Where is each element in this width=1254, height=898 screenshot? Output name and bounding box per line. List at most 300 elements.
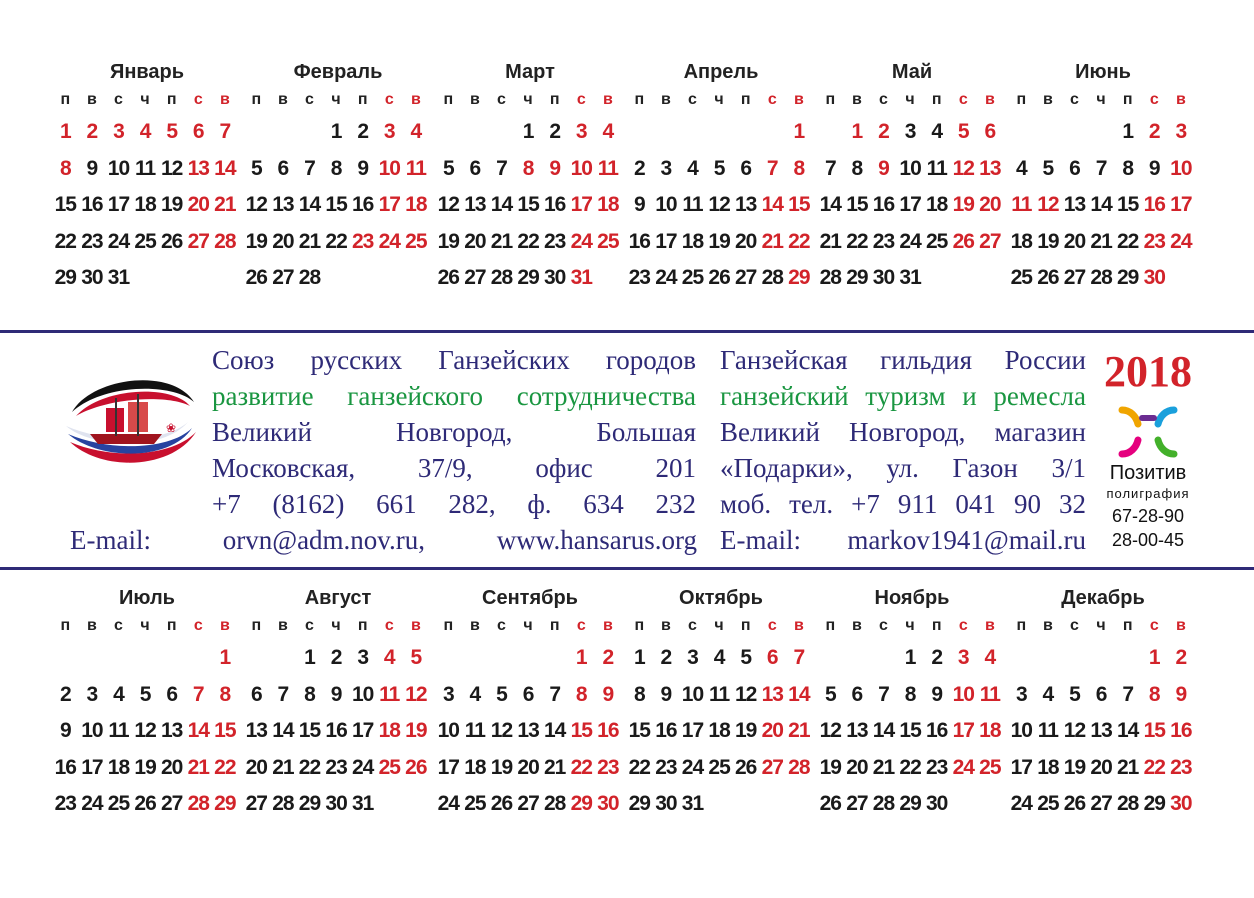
day-cell: 5 xyxy=(1069,682,1080,706)
day-cell: 10 xyxy=(81,719,103,742)
day-cell: 3 xyxy=(575,120,587,143)
day-cell: 6 xyxy=(469,156,481,180)
day-cell: 26 xyxy=(952,229,974,253)
day-cell: 25 xyxy=(378,755,400,779)
empty-day-cell xyxy=(870,640,897,677)
day-cell: 25 xyxy=(597,229,619,253)
day-cell: 3 xyxy=(687,646,698,669)
day-cell: 5 xyxy=(713,156,725,180)
day-cell: 12 xyxy=(160,156,183,180)
empty-day-cell xyxy=(1008,114,1035,151)
day-cell: 20 xyxy=(734,229,757,253)
day-cell: 2 xyxy=(931,646,943,669)
day-cell: 28 xyxy=(214,229,236,253)
day-cell: 3 xyxy=(442,682,454,706)
weekday-label: ч xyxy=(714,91,724,108)
day-cell: 7 xyxy=(878,682,889,706)
day-cell: 26 xyxy=(1063,792,1086,815)
day-cell: 25 xyxy=(464,792,486,815)
empty-day-cell xyxy=(1168,260,1195,297)
guild-tagline: ганзейский туризм и ремесла xyxy=(720,381,1086,411)
day-cell: 14 xyxy=(543,719,566,742)
empty-day-cell xyxy=(732,786,759,823)
day-cell: 12 xyxy=(437,193,459,216)
weekday-label: в xyxy=(1175,617,1186,634)
day-cell: 31 xyxy=(570,266,592,289)
empty-day-cell xyxy=(185,640,212,677)
month-title: Сентябрь xyxy=(482,587,578,609)
empty-day-cell xyxy=(1035,114,1062,151)
empty-day-cell xyxy=(1088,114,1115,151)
day-cell: 30 xyxy=(81,266,103,289)
weekday-label: п xyxy=(251,617,262,634)
day-cell: 20 xyxy=(187,193,209,216)
day-cell: 7 xyxy=(824,156,836,180)
day-cell: 23 xyxy=(351,229,374,253)
day-cell: 8 xyxy=(1122,156,1134,180)
day-cell: 5 xyxy=(496,682,507,706)
day-cell: 18 xyxy=(1010,229,1032,253)
weekday-label: с xyxy=(576,91,586,108)
weekday-label: с xyxy=(958,91,968,108)
weekday-label: с xyxy=(384,91,394,108)
day-cell: 6 xyxy=(522,682,534,706)
day-cell: 1 xyxy=(219,646,231,669)
day-cell: 30 xyxy=(1170,792,1192,815)
empty-day-cell xyxy=(1061,640,1088,677)
empty-day-cell xyxy=(706,114,733,151)
month-february xyxy=(243,58,433,297)
day-cell: 18 xyxy=(979,719,1001,742)
day-cell: 14 xyxy=(214,156,236,180)
union-name: Союз русских Ганзейских городов xyxy=(212,345,696,375)
day-cell: 1 xyxy=(522,120,534,143)
day-cell: 21 xyxy=(298,229,321,253)
day-cell: 15 xyxy=(298,719,321,742)
day-cell: 27 xyxy=(1090,792,1112,815)
day-cell: 17 xyxy=(351,719,374,742)
day-cell: 11 xyxy=(379,682,400,706)
day-cell: 24 xyxy=(681,755,704,779)
weekday-label: п xyxy=(1122,91,1133,108)
day-cell: 20 xyxy=(272,229,294,253)
day-cell: 8 xyxy=(793,156,805,180)
day-cell: 8 xyxy=(633,682,645,706)
day-cell: 4 xyxy=(469,682,481,706)
day-cell: 24 xyxy=(378,229,400,253)
day-cell: 1 xyxy=(330,120,342,143)
day-cell: 30 xyxy=(597,792,619,815)
day-cell: 10 xyxy=(681,682,704,706)
day-cell: 8 xyxy=(304,682,315,706)
empty-day-cell xyxy=(1088,640,1115,677)
weekday-label: с xyxy=(114,91,123,108)
weekday-label: ч xyxy=(523,91,533,108)
day-cell: 12 xyxy=(405,682,427,706)
weekday-label: ч xyxy=(905,617,915,634)
month-may xyxy=(817,58,1007,297)
day-cell: 30 xyxy=(543,266,566,289)
weekday-label: п xyxy=(357,91,368,108)
day-cell: 11 xyxy=(464,719,485,742)
day-cell: 27 xyxy=(272,266,294,289)
day-cell: 6 xyxy=(984,120,996,143)
day-cell: 23 xyxy=(81,229,103,253)
weekday-label: в xyxy=(793,617,804,634)
weekday-label: с xyxy=(193,91,203,108)
weekday-label: с xyxy=(767,617,777,634)
day-cell: 16 xyxy=(543,193,566,216)
day-cell: 13 xyxy=(160,719,183,742)
day-cell: 9 xyxy=(878,156,889,180)
empty-day-cell xyxy=(488,640,515,677)
empty-day-cell xyxy=(626,114,653,151)
empty-day-cell xyxy=(403,786,430,823)
day-cell: 17 xyxy=(1170,193,1192,216)
day-cell: 28 xyxy=(272,792,294,815)
weekday-label: ч xyxy=(140,617,150,634)
day-cell: 10 xyxy=(1170,156,1192,180)
day-cell: 20 xyxy=(1063,229,1086,253)
day-cell: 13 xyxy=(517,719,539,742)
weekday-label: в xyxy=(86,91,97,108)
day-cell: 11 xyxy=(134,156,156,180)
weekday-label: п xyxy=(740,617,751,634)
weekday-label: ч xyxy=(714,617,724,634)
empty-day-cell xyxy=(817,114,844,151)
empty-day-cell xyxy=(1114,640,1141,677)
day-cell: 22 xyxy=(628,755,650,779)
weekday-label: в xyxy=(86,617,97,634)
weekday-label: в xyxy=(1175,91,1186,108)
weekday-label: в xyxy=(410,617,421,634)
day-cell: 28 xyxy=(761,266,783,289)
day-cell: 20 xyxy=(979,193,1001,216)
day-cell: 24 xyxy=(655,266,677,289)
day-cell: 3 xyxy=(383,120,395,143)
day-cell: 31 xyxy=(351,792,374,815)
month-january xyxy=(52,58,242,297)
day-cell: 14 xyxy=(761,193,783,216)
day-cell: 3 xyxy=(357,646,369,669)
day-cell: 9 xyxy=(633,193,645,216)
weekday-label: п xyxy=(931,91,942,108)
month-title: Май xyxy=(891,61,933,83)
day-cell: 10 xyxy=(899,156,921,180)
day-cell: 3 xyxy=(1015,682,1027,706)
weekday-label: п xyxy=(549,617,560,634)
day-cell: 11 xyxy=(597,156,618,180)
weekday-label: с xyxy=(384,617,394,634)
day-cell: 16 xyxy=(351,193,374,216)
day-cell: 25 xyxy=(979,755,1001,779)
weekday-label: в xyxy=(219,91,230,108)
empty-day-cell xyxy=(185,260,212,297)
month-june xyxy=(1008,58,1198,297)
printer-phone-2: 28-00-45 xyxy=(1111,530,1185,550)
day-cell: 5 xyxy=(824,682,836,706)
empty-day-cell xyxy=(323,260,350,297)
day-cell: 30 xyxy=(325,792,347,815)
day-cell: 25 xyxy=(405,229,427,253)
day-cell: 28 xyxy=(1090,266,1112,289)
weekday-label: с xyxy=(879,617,888,634)
day-cell: 19 xyxy=(134,755,156,779)
weekday-label: с xyxy=(688,617,697,634)
empty-day-cell xyxy=(270,640,297,677)
day-cell: 24 xyxy=(952,755,974,779)
day-cell: 12 xyxy=(490,719,513,742)
empty-day-cell xyxy=(212,260,239,297)
day-cell: 7 xyxy=(304,156,315,180)
day-cell: 1 xyxy=(1122,120,1134,143)
day-cell: 11 xyxy=(682,193,703,216)
empty-day-cell xyxy=(158,260,185,297)
day-cell: 6 xyxy=(740,156,752,180)
weekday-label: п xyxy=(60,617,71,634)
weekday-label: с xyxy=(114,617,123,634)
day-cell: 25 xyxy=(107,792,130,815)
empty-day-cell xyxy=(296,114,323,151)
day-cell: 22 xyxy=(899,755,921,779)
day-cell: 2 xyxy=(549,120,561,143)
day-cell: 18 xyxy=(378,719,400,742)
month-grid xyxy=(1008,612,1198,823)
empty-day-cell xyxy=(732,114,759,151)
month-title: Январь xyxy=(109,61,185,83)
day-cell: 1 xyxy=(633,646,645,669)
empty-day-cell xyxy=(817,640,844,677)
weekday-label: п xyxy=(443,617,454,634)
day-cell: 25 xyxy=(708,755,730,779)
day-cell: 23 xyxy=(1170,755,1192,779)
day-cell: 7 xyxy=(1122,682,1134,706)
day-cell: 31 xyxy=(899,266,921,289)
day-cell: 6 xyxy=(851,682,863,706)
day-cell: 29 xyxy=(1143,792,1165,815)
month-october xyxy=(626,584,816,823)
weekday-label: с xyxy=(879,91,888,108)
day-cell: 5 xyxy=(166,120,178,143)
union-address-line2: Московская, 37/9, офис 201 xyxy=(212,453,696,483)
day-cell: 12 xyxy=(952,156,974,180)
day-cell: 31 xyxy=(681,792,704,815)
day-cell: 26 xyxy=(490,792,513,815)
day-cell: 27 xyxy=(1063,266,1086,289)
day-cell: 13 xyxy=(272,193,294,216)
day-cell: 21 xyxy=(788,719,810,742)
month-grid xyxy=(243,612,433,823)
weekday-label: п xyxy=(740,91,751,108)
day-cell: 11 xyxy=(1037,719,1058,742)
weekday-label: в xyxy=(793,91,804,108)
day-cell: 5 xyxy=(957,120,969,143)
weekday-label: в xyxy=(851,91,862,108)
day-cell: 17 xyxy=(655,229,677,253)
day-cell: 19 xyxy=(490,755,513,779)
day-cell: 22 xyxy=(788,229,810,253)
day-cell: 4 xyxy=(383,646,395,669)
day-cell: 19 xyxy=(437,229,459,253)
day-cell: 8 xyxy=(522,156,534,180)
pozitiv-logo-icon xyxy=(1116,404,1180,460)
day-cell: 1 xyxy=(575,646,587,669)
day-cell: 14 xyxy=(872,719,895,742)
day-cell: 29 xyxy=(54,266,76,289)
weekday-label: с xyxy=(305,617,314,634)
empty-day-cell xyxy=(923,260,950,297)
day-cell: 19 xyxy=(160,193,183,216)
weekday-label: с xyxy=(193,617,203,634)
day-cell: 5 xyxy=(740,646,752,669)
day-cell: 30 xyxy=(1143,266,1165,289)
day-cell: 14 xyxy=(1116,719,1139,742)
day-cell: 13 xyxy=(187,156,209,180)
day-cell: 28 xyxy=(819,266,841,289)
day-cell: 4 xyxy=(687,156,698,180)
printer-phone-1: 67-28-90 xyxy=(1111,506,1185,526)
day-cell: 14 xyxy=(788,682,810,706)
day-cell: 10 xyxy=(952,682,974,706)
day-cell: 29 xyxy=(298,792,321,815)
day-cell: 6 xyxy=(250,682,262,706)
day-cell: 19 xyxy=(405,719,427,742)
weekday-label: п xyxy=(825,91,836,108)
weekday-label: ч xyxy=(140,91,150,108)
day-cell: 16 xyxy=(628,229,650,253)
day-cell: 22 xyxy=(325,229,347,253)
day-cell: 12 xyxy=(134,719,156,742)
day-cell: 4 xyxy=(931,120,943,143)
day-cell: 2 xyxy=(633,156,645,180)
day-cell: 23 xyxy=(543,229,566,253)
empty-day-cell xyxy=(349,260,376,297)
day-cell: 18 xyxy=(405,193,427,216)
day-cell: 27 xyxy=(734,266,757,289)
empty-day-cell xyxy=(679,114,706,151)
day-cell: 20 xyxy=(1090,755,1112,779)
month-march xyxy=(435,58,625,297)
day-cell: 21 xyxy=(1090,229,1112,253)
empty-day-cell xyxy=(759,786,786,823)
day-cell: 3 xyxy=(904,120,916,143)
empty-day-cell xyxy=(706,786,733,823)
weekday-label: с xyxy=(958,617,968,634)
empty-day-cell xyxy=(270,114,297,151)
day-cell: 20 xyxy=(464,229,486,253)
guild-name: Ганзейская гильдия России xyxy=(720,345,1086,375)
day-cell: 21 xyxy=(187,755,209,779)
day-cell: 22 xyxy=(298,755,321,779)
day-cell: 8 xyxy=(851,156,863,180)
year-label: 2018 xyxy=(1104,347,1192,396)
weekday-label: п xyxy=(1122,617,1133,634)
day-cell: 3 xyxy=(113,120,124,143)
weekday-label: в xyxy=(984,91,995,108)
day-cell: 26 xyxy=(134,792,156,815)
printer-name: Позитив xyxy=(1109,462,1187,484)
day-cell: 27 xyxy=(761,755,783,779)
day-cell: 15 xyxy=(628,719,650,742)
day-cell: 24 xyxy=(81,792,103,815)
day-cell: 2 xyxy=(1148,120,1160,143)
day-cell: 30 xyxy=(655,792,677,815)
weekday-label: в xyxy=(410,91,421,108)
day-cell: 19 xyxy=(952,193,974,216)
day-cell: 3 xyxy=(660,156,672,180)
day-cell: 15 xyxy=(1143,719,1165,742)
day-cell: 27 xyxy=(187,229,209,253)
guild-email: E-mail: markov1941@mail.ru xyxy=(720,525,1086,555)
day-cell: 24 xyxy=(1010,792,1032,815)
day-cell: 6 xyxy=(1095,682,1107,706)
day-cell: 5 xyxy=(442,156,454,180)
empty-day-cell xyxy=(950,786,977,823)
weekday-label: п xyxy=(825,617,836,634)
day-cell: 2 xyxy=(357,120,369,143)
day-cell: 22 xyxy=(1116,229,1139,253)
weekday-label: с xyxy=(305,91,314,108)
day-cell: 25 xyxy=(1010,266,1032,289)
day-cell: 2 xyxy=(330,646,342,669)
day-cell: 19 xyxy=(708,229,730,253)
day-cell: 27 xyxy=(517,792,539,815)
left-info-block xyxy=(212,342,696,522)
day-cell: 21 xyxy=(1116,755,1139,779)
day-cell: 8 xyxy=(219,682,231,706)
empty-day-cell xyxy=(435,640,462,677)
weekday-label: в xyxy=(277,617,288,634)
day-cell: 7 xyxy=(496,156,507,180)
day-cell: 19 xyxy=(1063,755,1086,779)
day-cell: 23 xyxy=(628,266,650,289)
day-cell: 7 xyxy=(219,120,231,143)
day-cell: 2 xyxy=(1175,646,1187,669)
weekday-label: в xyxy=(984,617,995,634)
day-cell: 12 xyxy=(1037,193,1059,216)
day-cell: 1 xyxy=(793,120,805,143)
day-cell: 25 xyxy=(681,266,704,289)
weekday-label: ч xyxy=(905,91,915,108)
day-cell: 2 xyxy=(59,682,71,706)
union-phones: +7 (8162) 661 282, ф. 634 232 xyxy=(212,489,696,519)
day-cell: 21 xyxy=(819,229,841,253)
day-cell: 7 xyxy=(549,682,561,706)
weekday-label: п xyxy=(1016,617,1027,634)
day-cell: 9 xyxy=(1148,156,1160,180)
hansa-ship-logo xyxy=(62,372,202,482)
day-cell: 15 xyxy=(788,193,810,216)
guild-address-line2: «Подарки», ул. Газон 3/1 xyxy=(720,453,1086,483)
day-cell: 12 xyxy=(819,719,841,742)
empty-day-cell xyxy=(950,260,977,297)
day-cell: 9 xyxy=(931,682,943,706)
day-cell: 22 xyxy=(1143,755,1165,779)
day-cell: 26 xyxy=(819,792,841,815)
day-cell: 21 xyxy=(543,755,566,779)
day-cell: 3 xyxy=(1175,120,1187,143)
empty-day-cell xyxy=(1008,640,1035,677)
day-cell: 23 xyxy=(597,755,619,779)
day-cell: 8 xyxy=(330,156,342,180)
day-cell: 10 xyxy=(655,193,677,216)
day-cell: 9 xyxy=(59,719,71,742)
empty-day-cell xyxy=(977,260,1004,297)
day-cell: 22 xyxy=(570,755,592,779)
day-cell: 4 xyxy=(713,646,725,669)
weekday-label: п xyxy=(549,91,560,108)
empty-day-cell xyxy=(105,640,132,677)
